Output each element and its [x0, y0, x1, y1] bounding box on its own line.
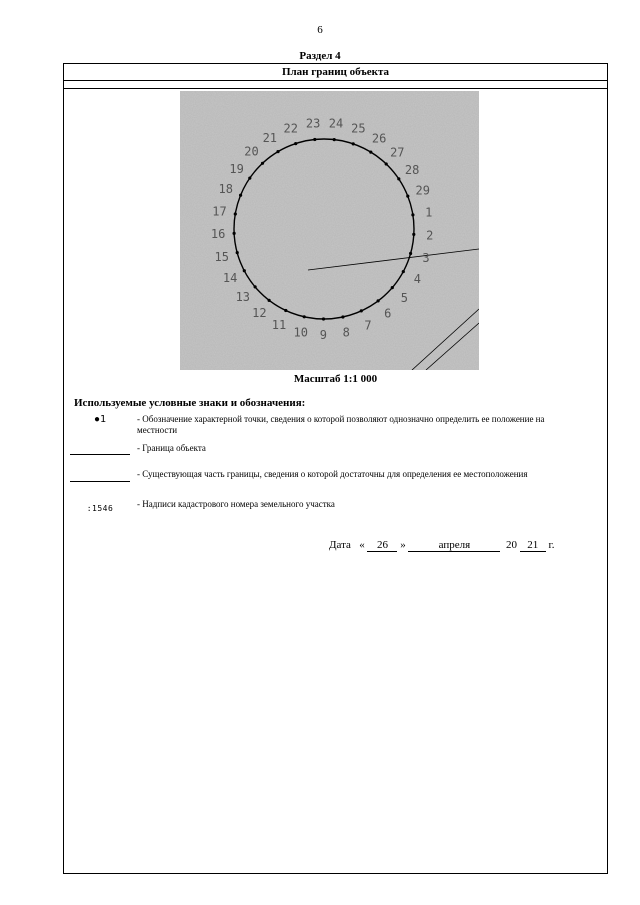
date-open-quote: « [359, 539, 365, 551]
boundary-point-marker [254, 285, 257, 288]
legend-existing-text: - Существующая часть границы, сведения о которой достаточны для определения ее местоположения [137, 469, 528, 479]
boundary-point-marker [261, 162, 264, 165]
boundary-point-marker [402, 270, 405, 273]
date-year-suffix: 21 [520, 539, 546, 552]
boundary-map [180, 91, 479, 370]
page-number: 6 [317, 24, 323, 36]
boundary-point-marker [313, 138, 316, 141]
boundary-point-label: 15 [214, 249, 229, 264]
boundary-point-label: 22 [283, 121, 298, 136]
boundary-point-marker [276, 150, 279, 153]
boundary-point-label: 8 [342, 325, 350, 340]
boundary-plan-frame [63, 63, 608, 874]
boundary-point-marker [352, 142, 355, 145]
boundary-point-label: 4 [413, 272, 422, 287]
point-dot-icon: ● [93, 414, 100, 425]
boundary-point-label: 24 [328, 116, 344, 131]
boundary-point-label: 29 [415, 183, 430, 198]
date-year-prefix: 20 [505, 539, 517, 551]
legend-title: Используемые условные знаки и обозначения: [74, 397, 306, 409]
date-year-abbr: г. [548, 539, 555, 551]
boundary-point-marker [322, 317, 325, 320]
header-divider [64, 81, 607, 89]
boundary-point-marker [409, 252, 412, 255]
boundary-point-label: 19 [229, 162, 244, 176]
boundary-point-marker [234, 212, 237, 215]
boundary-point-marker [391, 286, 394, 289]
boundary-point-marker [294, 142, 297, 145]
point-symbol [70, 414, 130, 425]
boundary-point-label: 18 [218, 182, 233, 197]
date-close-quote: » [400, 539, 406, 551]
boundary-point-label: 16 [210, 227, 226, 242]
boundary-point-label: 27 [390, 145, 405, 160]
boundary-point-marker [268, 299, 271, 302]
date-label: Дата [329, 539, 351, 551]
boundary-point-label: 11 [271, 318, 287, 332]
boundary-point-label: 17 [212, 204, 227, 219]
boundary-point-marker [243, 269, 246, 272]
point-symbol-label: 1 [100, 414, 107, 425]
boundary-point-marker [369, 151, 372, 154]
boundary-point-label: 6 [384, 306, 392, 321]
boundary-point-marker [303, 315, 306, 318]
boundary-point-marker [239, 194, 242, 197]
boundary-point-label: 9 [319, 328, 328, 342]
boundary-point-marker [236, 251, 239, 254]
boundary-point-marker [360, 309, 363, 312]
boundary-point-marker [341, 315, 344, 318]
boundary-point-label: 13 [235, 290, 251, 305]
boundary-line-symbol [70, 454, 130, 455]
boundary-point-label: 28 [404, 163, 420, 177]
boundary-point-label: 21 [262, 130, 278, 145]
boundary-point-label: 2 [426, 228, 434, 243]
boundary-point-marker [377, 299, 380, 302]
boundary-point-label: 7 [364, 318, 372, 333]
boundary-point-marker [233, 232, 236, 235]
boundary-point-label: 5 [400, 291, 409, 306]
boundary-point-label: 14 [222, 271, 238, 286]
boundary-point-marker [397, 177, 400, 180]
boundary-point-label: 1 [425, 205, 433, 220]
boundary-point-marker [385, 162, 388, 165]
cadastral-symbol: :1546 [86, 504, 114, 513]
boundary-point-label: 10 [293, 325, 308, 340]
legend-point-text: - Обозначение характерной точки, сведения о которой позволяют однозначно определить ее положение на местности [137, 414, 545, 435]
boundary-point-marker [412, 233, 415, 236]
date-row [329, 539, 554, 552]
legend-boundary-text: - Граница объекта [137, 443, 206, 453]
date-day: 26 [367, 539, 397, 552]
boundary-point-label: 23 [305, 116, 321, 131]
section-title: Раздел 4 [299, 50, 341, 62]
boundary-point-marker [248, 177, 251, 180]
boundary-point-label: 20 [244, 144, 259, 159]
plan-header: План границ объекта [64, 64, 607, 81]
scale-label: Масштаб 1:1 000 [293, 373, 378, 385]
date-month: апреля [408, 539, 500, 552]
boundary-point-marker [406, 195, 409, 198]
boundary-point-marker [411, 213, 414, 216]
boundary-point-label: 26 [371, 131, 387, 146]
boundary-point-label: 12 [252, 306, 267, 320]
boundary-point-label: 3 [422, 250, 430, 265]
boundary-point-marker [284, 309, 287, 312]
boundary-point-label: 25 [351, 121, 366, 136]
existing-boundary-symbol [70, 481, 130, 482]
legend-cadastral-text: - Надписи кадастрового номера земельного участка [137, 499, 335, 509]
boundary-point-marker [333, 138, 336, 141]
